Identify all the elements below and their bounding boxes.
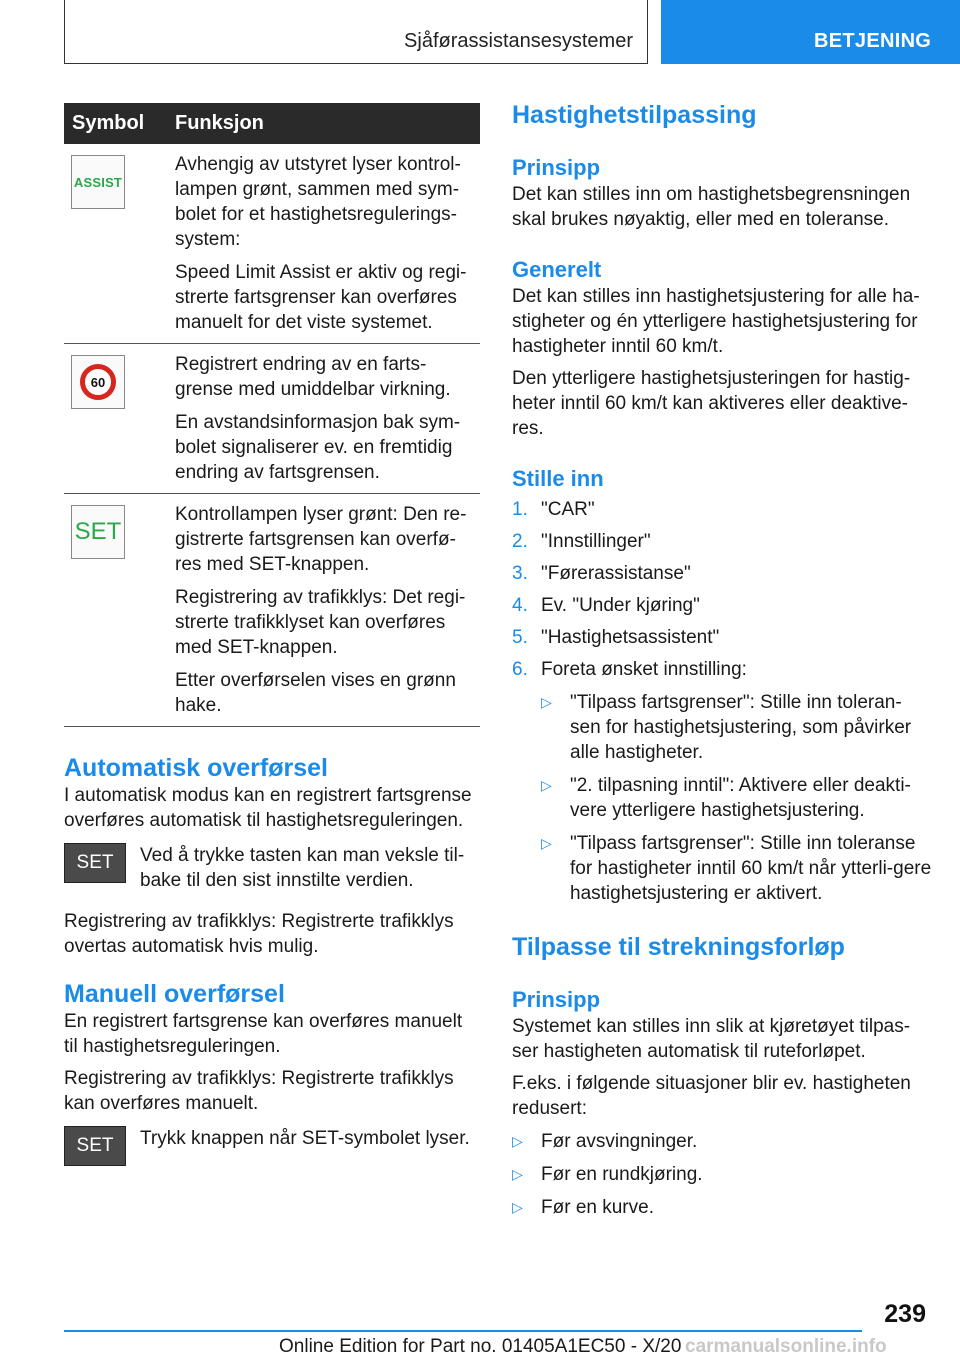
set-button-icon: SET [64, 1126, 126, 1166]
page-number: 239 [884, 1300, 926, 1328]
table-row [64, 344, 480, 494]
table-row [64, 494, 480, 727]
list-item: 2. "Innstillinger" [512, 531, 651, 552]
triangle-bullet-icon: ▷ [541, 835, 552, 851]
table-cell-text: Etter overførselen vises en grønn hake. [175, 670, 456, 716]
route-adjust-heading: Tilpasse til strekningsforløp [512, 933, 845, 961]
header-section-box [64, 0, 648, 64]
symbol-table [64, 103, 480, 727]
table-cell-text: En avstandsinformasjon bak sym-bolet signaliserer ev. en fremtidig endring av fartsgrensen. [175, 412, 461, 483]
route-principle-heading: Prinsipp [512, 987, 601, 1012]
list-item: 1. "CAR" [512, 499, 595, 520]
route-example-text: F.eks. i følgende situasjoner blir ev. hastigheten redusert: [512, 1073, 911, 1119]
auto-transfer-text: I automatisk modus kan en registrert fartsgrense overføres automatisk til hastighetsreguleringen. [64, 785, 472, 831]
list-item: 5. "Hastighetsassistent" [512, 627, 720, 648]
footer-edition: Online Edition for Part no. 01405A1EC50 - X/20 [279, 1336, 682, 1357]
auto-key-note [64, 843, 480, 893]
manual-key-text: Trykk knappen når SET-symbolet lyser. [140, 1128, 470, 1149]
triangle-bullet-icon: ▷ [541, 777, 552, 793]
list-item: 4. Ev. "Under kjøring" [512, 595, 700, 616]
list-item: ▷ Før avsvingninger. [512, 1131, 698, 1152]
list-item: 6. Foreta ønsket innstilling: [512, 659, 747, 680]
left-column [64, 103, 480, 1166]
manual-key-note [64, 1126, 480, 1166]
auto-key-text: Ved å trykke tasten kan man veksle til-bake til den sist innstilte verdien. [140, 845, 465, 891]
triangle-bullet-icon: ▷ [541, 694, 552, 710]
table-header-symbol: Symbol [64, 103, 175, 144]
speed-general-heading: Generelt [512, 257, 602, 282]
set-green-icon: SET [71, 505, 125, 559]
assist-symbol-icon: ASSIST [71, 155, 125, 209]
table-cell-text: Registrering av trafikklys: Det regi-strerte trafikklyset kan overføres med SET-knappen. [175, 587, 466, 658]
speed-set-heading: Stille inn [512, 466, 604, 491]
table-cell-text: Speed Limit Assist er aktiv og regi-strerte fartsgrenser kan overføres manuelt for det viste systemet. [175, 262, 467, 333]
settings-sublist [512, 690, 932, 906]
table-cell-text: Avhengig av utstyret lyser kontrol-lampen grønt, sammen med sym-bolet for et hastighetsregulerings-system: [175, 154, 461, 250]
speed-principle-text: Det kan stilles inn om hastighetsbegrensningen skal brukes nøyaktig, eller med en toleranse. [512, 184, 911, 230]
header-chapter-tab [661, 0, 960, 64]
list-item: ▷ "Tilpass fartsgrenser": Stille inn toleranse for hastigheter inntil 60 km/t når ytterli-gere hastighetsjustering er aktivert. [541, 833, 932, 904]
speed-adjust-heading: Hastighetstilpassing [512, 101, 757, 129]
manual-transfer-heading: Manuell overførsel [64, 980, 285, 1008]
triangle-bullet-icon: ▷ [512, 1133, 523, 1149]
triangle-bullet-icon: ▷ [512, 1199, 523, 1215]
list-item: 3. "Førerassistanse" [512, 563, 691, 584]
manual-traffic-light-text: Registrering av trafikklys: Registrerte trafikklys kan overføres manuelt. [64, 1068, 454, 1114]
speed-limit-sign-icon: 60 [71, 355, 125, 409]
list-item: ▷ "2. tilpasning inntil": Aktivere eller deakti-vere ytterligere hastighetsjustering. [541, 775, 911, 821]
table-header-function: Funksjon [175, 103, 480, 144]
set-button-icon: SET [64, 843, 126, 883]
right-column [512, 100, 932, 1220]
table-cell-text: Kontrollampen lyser grønt: Den re-gistrerte fartsgrensen kan overfø-res med SET-knappen. [175, 504, 467, 575]
speed-general-text-2: Den ytterligere hastighetsjusteringen for hastig-heter inntil 60 km/t kan aktiveres eller deaktive-res. [512, 368, 911, 439]
list-item: ▷ "Tilpass fartsgrenser": Stille inn toleran-sen for hastighetsjustering, som påvirker alle hastigheter. [541, 692, 912, 763]
route-principle-text: Systemet kan stilles inn slik at kjøretøyet tilpas-ser hastigheten automatisk til ruteforløpet. [512, 1016, 911, 1062]
auto-traffic-light-text: Registrering av trafikklys: Registrerte trafikklys overtas automatisk hvis mulig. [64, 911, 454, 957]
triangle-bullet-icon: ▷ [512, 1166, 523, 1182]
header-chapter-title: BETJENING [814, 30, 932, 52]
manual-transfer-text: En registrert fartsgrense kan overføres manuelt til hastighetsreguleringen. [64, 1011, 463, 1057]
header-section-title: Sjåførassistansesystemer [404, 30, 633, 52]
table-row [64, 144, 480, 344]
list-item: ▷ Før en rundkjøring. [512, 1164, 703, 1185]
speed-principle-heading: Prinsipp [512, 155, 601, 180]
speed-general-text: Det kan stilles inn hastighetsjustering for alle ha-stigheter og én ytterligere hastighetsjustering for hastigheter inntil 60 km/t. [512, 286, 920, 357]
footer-divider [64, 1330, 862, 1332]
footer-watermark: carmanualsonline.info [685, 1336, 887, 1357]
table-cell-text: Registrert endring av en farts-grense med umiddelbar virkning. [175, 354, 451, 400]
auto-transfer-heading: Automatisk overførsel [64, 754, 328, 782]
list-item: ▷ Før en kurve. [512, 1197, 654, 1218]
